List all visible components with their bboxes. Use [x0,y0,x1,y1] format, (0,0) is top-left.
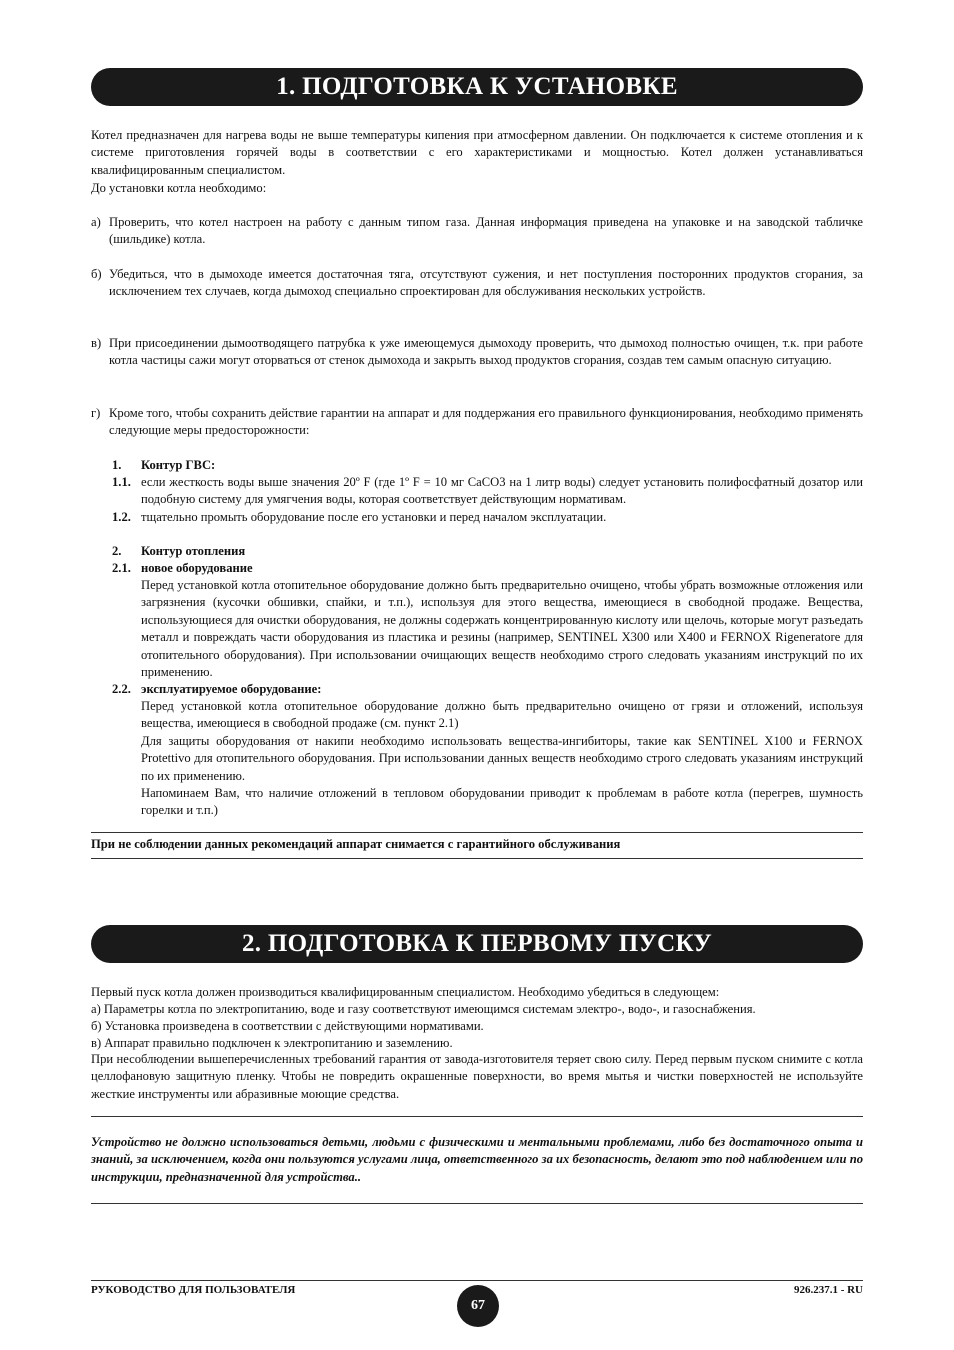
heating-existing-p1: Перед установкой котла отопительное оборудование должно быть предварительно очищено от грязи и отложений, используя вещества, имеющиеся в свободной продаже (см. пункт 2.1) [141,699,863,731]
heating-existing-title: эксплуатируемое оборудование: [141,682,322,696]
heating-title: Контур отопления [141,544,246,558]
dhw-item-text: если жесткость воды выше значения 20º F (где 1º F = 10 мг CaCO3 на 1 литр воды) следует установить полифосфатный дозатор или подобную систему для умягчения воды, которая соответствует действующим нормативам. [141,475,863,507]
dhw-item-text: тщательно промыть оборудование после его установки и перед началом эксплуатации. [141,510,607,524]
section2-title: 2. ПОДГОТОВКА К ПЕРВОМУ ПУСКУ [91,925,863,963]
list-item-text: При присоединении дымоотводящего патрубка к уже имеющемуся дымоходу проверить, что дымоход полностью очищен, т.к. при работе котла частицы сажи могут оторваться от стенок дымохода и закрыть выход продуктов сгорания, создав тем самым опасную ситуацию. [109,336,863,368]
footer-divider [91,1280,863,1281]
list-item-text: Проверить, что котел настроен на работу с данным типом газа. Данная информация приведена на упаковке и на заводской табличке (шильдике) котла. [109,215,863,247]
heating-new-title: новое оборудование [141,561,253,575]
list-item [91,335,863,370]
heating-existing-p2: Для защиты оборудования от накипи необходимо использовать вещества-ингибиторы, такие как SENTINEL X100 и FERNOX Protettivo для отопительного оборудования. При использовании данных веществ необходимо строго следовать указаниям инструкций по их применению. [141,734,863,783]
dhw-item-number: 1.2. [112,510,131,524]
dhw-heading [91,457,863,474]
divider [91,858,863,859]
dhw-number: 1. [112,458,122,472]
section2-line: в) Аппарат правильно подключен к электропитанию и заземлению. [91,1036,453,1050]
warranty-note: При не соблюдении данных рекомендаций аппарат снимается с гарантийного обслуживания [91,837,621,851]
section2-line: а) Параметры котла по электропитанию, воде и газу соответствуют имеющимся системам электро-, водо-, и газоснабжения. [91,1002,756,1016]
dhw-item-number: 1.1. [112,475,131,489]
heating-existing-heading [91,681,863,698]
list-item [91,266,863,301]
heating-new-text: Перед установкой котла отопительное оборудование должно быть предварительно очищено, чтобы убрать возможные отложения или загрязнения (кусочки обшивки, спайки, и т.п.), используя для этого вещества, имеющиеся в свободной продаже. Вещества, использующиеся для очистки оборудования, не должны содержать концентрированную кислоту или щелочь, которые могут разъедать металл и повреждать части оборудования из пластика и резины (например, SENTINEL X300 или X400 и FERNOX Rigeneratore для отопительного оборудования). При использовании очищающих веществ необходимо строго следовать указаниям инструкций по их применению. [141,578,863,680]
list-item-label: г) [91,406,101,420]
divider [91,832,863,833]
section1-intro: Котел предназначен для нагрева воды не выше температуры кипения при атмосферном давлении. Он подключается к системе отопления и к системе приготовления горячей воды в соответствии с его характеристиками и мощностью. Котел должен устанавливаться квалифицированным специалистом. [91,128,863,177]
list-item-text: Кроме того, чтобы сохранить действие гарантии на аппарат и для поддержания его правильного функционирования, необходимо применять следующие меры предосторожности: [109,406,863,438]
safety-note: Устройство не должно использоваться детьми, людьми с физическими и ментальными проблемами, либо без достаточного опыта и знаний, за исключением, когда они пользуются услугами лица, ответственного за их безопасность, делают это под наблюдением или по инструкции, предназначенной для устройства.. [91,1135,863,1184]
heating-item-number: 2.1. [112,561,131,575]
section1-title: 1. ПОДГОТОВКА К УСТАНОВКЕ [91,68,863,106]
dhw-title: Контур ГВС: [141,458,216,472]
document-code: 926.237.1 - RU [793,1284,863,1296]
page-number: 67 [457,1285,499,1327]
divider [91,1116,863,1117]
dhw-item-1-1 [91,474,863,509]
heating-item-number: 2.2. [112,682,131,696]
section2-line: Первый пуск котла должен производиться квалифицированным специалистом. Необходимо убедиться в следующем: [91,985,720,999]
list-item [91,214,863,249]
heating-heading [91,543,863,560]
section2-line: б) Установка произведена в соответствии с действующими нормативами. [91,1019,484,1033]
list-item-label: б) [91,267,102,281]
list-item-label: а) [91,215,101,229]
heating-number: 2. [112,544,122,558]
dhw-item-1-2 [91,509,863,526]
list-item-text: Убедиться, что в дымоходе имеется достаточная тяга, отсутствуют сужения, и нет поступления посторонних продуктов сгорания, за исключением тех случаев, когда дымоход специально спроектирован для обслуживания нескольких устройств. [109,267,863,299]
list-item-label: в) [91,336,102,350]
section2-closing: При несоблюдении вышеперечисленных требований гарантия от завода-изготовителя теряет свою силу. Перед первым пуском снимите с котла целлофановую защитную пленку. Чтобы не повредить окрашенные поверхности, во время мытья и чистки поверхностей не используйте жесткие инструменты или абразивные моющие средства. [91,1052,863,1101]
heating-existing-p3: Напоминаем Вам, что наличие отложений в тепловом оборудовании приводит к проблемам в работе котла (перегрев, шумность горелки и т.п.) [141,786,863,818]
list-item [91,405,863,440]
heating-new-heading [91,560,863,577]
divider [91,1203,863,1204]
before-install-label: До установки котла необходимо: [91,181,267,195]
footer-title: РУКОВОДСТВО ДЛЯ ПОЛЬЗОВАТЕЛЯ [91,1284,296,1296]
